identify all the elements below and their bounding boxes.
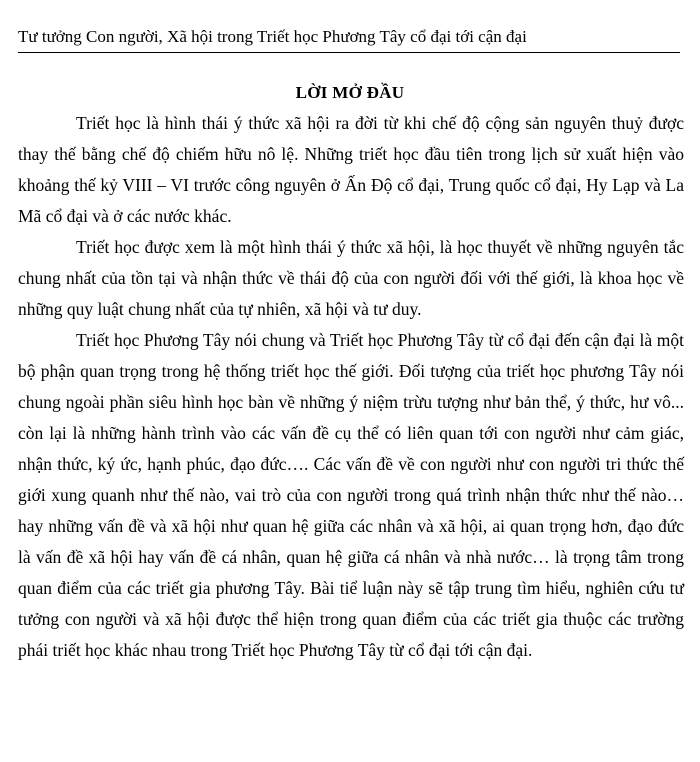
paragraph-3: Triết học Phương Tây nói chung và Triết học Phương Tây từ cổ đại đến cận đại là một bộ phận quan trọng trong hệ thống triết học thế giới. Đối tượng của triết học phương Tây nói chung ngoài phần siêu hình học bàn về những ý niệm trừu tượng như bản thể, ý thức, hư vô... còn lại là những hành trình vào các vấn đề cụ thể có liên quan tới con người như cảm giác, nhận thức, ký ức, hạnh phúc, đạo đức…. Các vấn đề về con người như con người tri thức thế giới xung quanh như thế nào, vai trò của con người trong quá trình nhận thức như thế nào… hay những vấn đề và xã hội như quan hệ giữa các nhân và xã hội, ai quan trọng hơn, đạo đức là vấn đề xã hội hay vấn đề cá nhân, quan hệ giữa cá nhân và nhà nước… là trọng tâm trong quan điểm của các triết gia phương Tây. Bài tiể luận này sẽ tập trung tìm hiểu, nghiên cứu tư tưởng con người và xã hội được thể hiện trong quan điểm của các triết gia thuộc các trường phái triết học khác nhau trong Triết học Phương Tây từ cổ đại tới cận đại.: [18, 330, 684, 660]
paragraph-1: Triết học là hình thái ý thức xã hội ra đời từ khi chế độ cộng sản nguyên thuỷ được thay thế bằng chế độ chiếm hữu nô lệ. Những triết học đầu tiên trong lịch sử xuất hiện vào khoảng thế kỷ VIII – VI trước công nguyên ở Ấn Độ cổ đại, Trung quốc cổ đại, Hy Lạp và La Mã cổ đại và ở các nước khác.: [18, 113, 684, 226]
document-title: LỜI MỞ ĐẦU: [295, 83, 405, 102]
running-header: Tư tưởng Con người, Xã hội trong Triết học Phương Tây cổ đại tới cận đại: [18, 27, 527, 46]
paragraph-2: Triết học được xem là một hình thái ý thức xã hội, là học thuyết về những nguyên tắc chung nhất của tồn tại và nhận thức về thái độ của con người đối với thế giới, là khoa học về những quy luật chung nhất của tự nhiên, xã hội và tư duy.: [18, 237, 684, 319]
header-divider: [18, 52, 680, 53]
document-body: [18, 108, 684, 666]
